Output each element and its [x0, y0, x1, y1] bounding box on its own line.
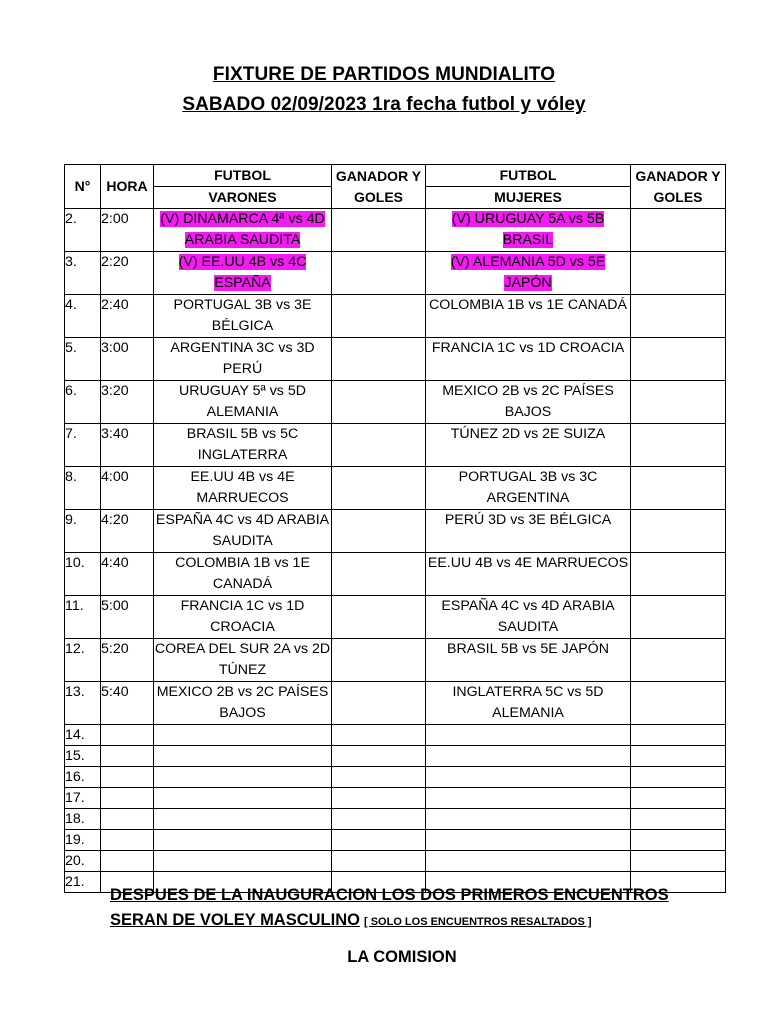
row-number: 4.	[65, 295, 101, 338]
header-futbol-mujeres-top: FUTBOL	[426, 165, 631, 187]
empty-cell	[154, 725, 332, 746]
empty-row	[65, 725, 726, 746]
winner-varones-cell	[332, 596, 426, 639]
winner-varones-cell	[332, 424, 426, 467]
empty-cell	[332, 746, 426, 767]
match-mujeres	[426, 209, 631, 252]
winner-varones-cell	[332, 338, 426, 381]
fixture-table	[64, 164, 726, 893]
match-varones: BRASIL 5B vs 5C INGLATERRA	[154, 424, 332, 467]
match-mujeres: FRANCIA 1C vs 1D CROACIA	[426, 338, 631, 381]
note-small-text: [ SOLO LOS ENCUENTROS RESALTADOS ]	[363, 916, 592, 928]
match-varones: COREA DEL SUR 2A vs 2D TÚNEZ	[154, 639, 332, 682]
table-row	[65, 467, 726, 510]
empty-cell	[101, 809, 154, 830]
row-number: 19.	[65, 830, 101, 851]
row-time: 5:20	[101, 639, 154, 682]
winner-mujeres-cell	[631, 639, 726, 682]
empty-cell	[332, 809, 426, 830]
empty-cell	[154, 851, 332, 872]
empty-row	[65, 767, 726, 788]
winner-mujeres-cell	[631, 338, 726, 381]
empty-cell	[154, 788, 332, 809]
winner-mujeres-cell	[631, 467, 726, 510]
header-futbol-varones-top: FUTBOL	[154, 165, 332, 187]
winner-mujeres-cell	[631, 510, 726, 553]
row-number: 13.	[65, 682, 101, 725]
empty-cell	[426, 725, 631, 746]
empty-cell	[631, 725, 726, 746]
match-mujeres: PORTUGAL 3B vs 3C ARGENTINA	[426, 467, 631, 510]
table-row	[65, 510, 726, 553]
empty-cell	[426, 746, 631, 767]
note-line-2-text: SERAN DE VOLEY MASCULINO	[110, 911, 360, 929]
winner-varones-cell	[332, 553, 426, 596]
empty-row	[65, 830, 726, 851]
match-mujeres: ESPAÑA 4C vs 4D ARABIA SAUDITA	[426, 596, 631, 639]
row-time: 4:20	[101, 510, 154, 553]
row-number: 20.	[65, 851, 101, 872]
table-row	[65, 639, 726, 682]
empty-row	[65, 788, 726, 809]
match-varones: URUGUAY 5ª vs 5D ALEMANIA	[154, 381, 332, 424]
row-number: 9.	[65, 510, 101, 553]
row-time: 5:00	[101, 596, 154, 639]
match-mujeres: TÚNEZ 2D vs 2E SUIZA	[426, 424, 631, 467]
empty-cell	[101, 746, 154, 767]
empty-cell	[631, 746, 726, 767]
row-number: 21.	[65, 872, 101, 893]
row-number: 5.	[65, 338, 101, 381]
header-varones: VARONES	[154, 187, 332, 209]
empty-row	[65, 809, 726, 830]
winner-mujeres-cell	[631, 424, 726, 467]
table-row	[65, 682, 726, 725]
document-subtitle: SABADO 02/09/2023 1ra fecha futbol y vóley	[182, 94, 586, 115]
winner-varones-cell	[332, 682, 426, 725]
row-number: 14.	[65, 725, 101, 746]
empty-cell	[154, 767, 332, 788]
match-mujeres: PERÚ 3D vs 3E BÉLGICA	[426, 510, 631, 553]
row-number: 7.	[65, 424, 101, 467]
header-number: N°	[65, 165, 101, 209]
empty-cell	[154, 830, 332, 851]
winner-varones-cell	[332, 467, 426, 510]
match-varones: ESPAÑA 4C vs 4D ARABIA SAUDITA	[154, 510, 332, 553]
row-time: 2:20	[101, 252, 154, 295]
empty-cell	[154, 809, 332, 830]
header-ganador-varones: GANADOR Y GOLES	[332, 165, 426, 209]
header-hora: HORA	[101, 165, 154, 209]
match-varones: MEXICO 2B vs 2C PAÍSES BAJOS	[154, 682, 332, 725]
table-row	[65, 209, 726, 252]
row-number: 2.	[65, 209, 101, 252]
table-row	[65, 338, 726, 381]
row-time: 3:40	[101, 424, 154, 467]
row-number: 15.	[65, 746, 101, 767]
empty-cell	[332, 830, 426, 851]
signature: LA COMISION	[347, 948, 457, 966]
empty-cell	[154, 746, 332, 767]
winner-varones-cell	[332, 510, 426, 553]
winner-mujeres-cell	[631, 209, 726, 252]
empty-cell	[101, 851, 154, 872]
winner-mujeres-cell	[631, 295, 726, 338]
match-mujeres: EE.UU 4B vs 4E MARRUECOS	[426, 553, 631, 596]
empty-cell	[332, 767, 426, 788]
row-number: 3.	[65, 252, 101, 295]
table-row	[65, 252, 726, 295]
match-mujeres	[426, 252, 631, 295]
empty-cell	[332, 788, 426, 809]
empty-cell	[631, 809, 726, 830]
row-number: 17.	[65, 788, 101, 809]
header-ganador-mujeres: GANADOR Y GOLES	[631, 165, 726, 209]
document-title: FIXTURE DE PARTIDOS MUNDIALITO	[212, 64, 556, 85]
match-varones: EE.UU 4B vs 4E MARRUECOS	[154, 467, 332, 510]
match-varones	[154, 252, 332, 295]
empty-cell	[426, 809, 631, 830]
row-number: 10.	[65, 553, 101, 596]
empty-cell	[426, 830, 631, 851]
match-varones	[154, 209, 332, 252]
empty-cell	[101, 830, 154, 851]
winner-mujeres-cell	[631, 381, 726, 424]
empty-cell	[631, 830, 726, 851]
row-number: 12.	[65, 639, 101, 682]
row-number: 8.	[65, 467, 101, 510]
note-line-2	[110, 911, 592, 930]
match-mujeres: INGLATERRA 5C vs 5D ALEMANIA	[426, 682, 631, 725]
row-number: 6.	[65, 381, 101, 424]
match-varones: FRANCIA 1C vs 1D CROACIA	[154, 596, 332, 639]
table-row	[65, 553, 726, 596]
match-varones: COLOMBIA 1B vs 1E CANADÁ	[154, 553, 332, 596]
winner-varones-cell	[332, 639, 426, 682]
highlighted-match-text: (V) URUGUAY 5A vs 5B BRASIL	[451, 211, 605, 248]
empty-cell	[426, 767, 631, 788]
match-mujeres: BRASIL 5B vs 5E JAPÓN	[426, 639, 631, 682]
note-line-1: DESPUES DE LA INAUGURACION LOS DOS PRIMEROS ENCUENTROS	[110, 886, 669, 904]
empty-cell	[426, 851, 631, 872]
table-row	[65, 295, 726, 338]
empty-cell	[101, 725, 154, 746]
highlighted-match-text: (V) EE.UU 4B vs 4C ESPAÑA	[178, 254, 307, 291]
empty-cell	[101, 767, 154, 788]
highlighted-match-text: (V) DINAMARCA 4ª vs 4D ARABIA SAUDITA	[160, 211, 325, 248]
row-number: 18.	[65, 809, 101, 830]
empty-cell	[426, 788, 631, 809]
empty-cell	[101, 788, 154, 809]
row-time: 5:40	[101, 682, 154, 725]
winner-varones-cell	[332, 295, 426, 338]
match-varones: PORTUGAL 3B vs 3E BÉLGICA	[154, 295, 332, 338]
empty-row	[65, 851, 726, 872]
empty-cell	[332, 851, 426, 872]
row-number: 16.	[65, 767, 101, 788]
winner-varones-cell	[332, 381, 426, 424]
highlighted-match-text: (V) ALEMANIA 5D vs 5E JAPÓN	[450, 254, 606, 291]
winner-mujeres-cell	[631, 252, 726, 295]
match-varones: ARGENTINA 3C vs 3D PERÚ	[154, 338, 332, 381]
row-time: 2:40	[101, 295, 154, 338]
table-row	[65, 596, 726, 639]
winner-mujeres-cell	[631, 682, 726, 725]
empty-cell	[631, 851, 726, 872]
match-mujeres: COLOMBIA 1B vs 1E CANADÁ	[426, 295, 631, 338]
empty-cell	[631, 767, 726, 788]
table-row	[65, 381, 726, 424]
winner-mujeres-cell	[631, 553, 726, 596]
winner-mujeres-cell	[631, 596, 726, 639]
row-time: 3:00	[101, 338, 154, 381]
table-row	[65, 424, 726, 467]
empty-cell	[631, 788, 726, 809]
row-number: 11.	[65, 596, 101, 639]
row-time: 2:00	[101, 209, 154, 252]
row-time: 3:20	[101, 381, 154, 424]
row-time: 4:40	[101, 553, 154, 596]
empty-cell	[332, 725, 426, 746]
empty-row	[65, 746, 726, 767]
row-time: 4:00	[101, 467, 154, 510]
header-mujeres: MUJERES	[426, 187, 631, 209]
winner-varones-cell	[332, 252, 426, 295]
winner-varones-cell	[332, 209, 426, 252]
match-mujeres: MEXICO 2B vs 2C PAÍSES BAJOS	[426, 381, 631, 424]
